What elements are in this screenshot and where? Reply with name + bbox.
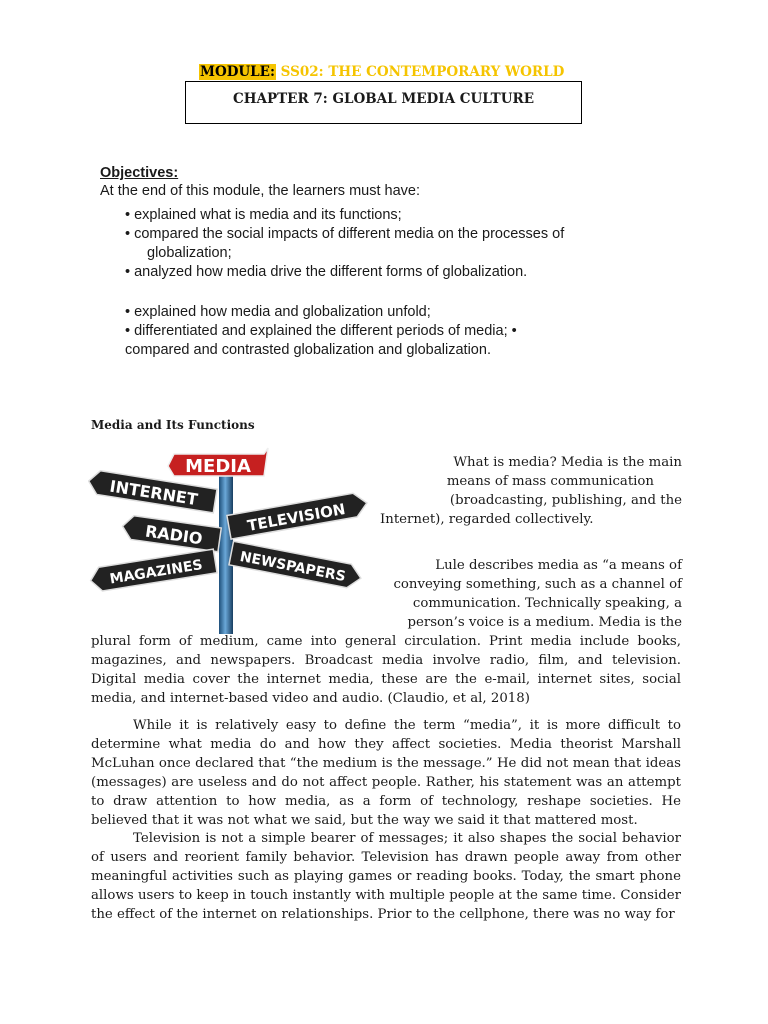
sign-newspapers: [229, 541, 363, 590]
paragraph-lule-right: Lule describes media as “a means of conveying something, such as a channel of communication. Technically speaking, a person’s voice is a medium. Media is the: [393, 558, 682, 630]
objective-item: • analyzed how media drive the different forms of globalization.: [125, 264, 528, 280]
sign-television-label: TELEVISION: [245, 499, 347, 535]
objective-item: • explained what is media and its functions;: [125, 207, 402, 223]
paragraph-what-is-media: What is media? Media is the main means of mass communication (broadcasting, publishing, and the Internet), regarded collectively.: [380, 455, 682, 527]
module-label: MODULE:: [200, 64, 275, 80]
objective-item: compared and contrasted globalization and globalization.: [125, 342, 491, 358]
sign-television: [227, 491, 369, 539]
media-signpost-image: [88, 446, 378, 634]
paragraph-television: Television is not a simple bearer of messages; it also shapes the social behavior of users and reorient family behavior. Television has drawn people away from other meaningful activities such as playing games or reading books. Today, the smart phone allows users to keep in touch instantly with multiple people at the same time. Consider the effect of the internet on relationships. Prior to the cellphone, there was no way for: [91, 831, 681, 922]
section-heading: Media and Its Functions: [91, 418, 255, 432]
sign-media-label: MEDIA: [185, 456, 251, 477]
sign-radio: [121, 514, 221, 551]
objective-item: • differentiated and explained the different periods of media; •: [125, 323, 517, 339]
objective-item-continued: globalization;: [147, 245, 232, 261]
paragraph-mcluhan: While it is relatively easy to define the term “media”, it is more difficult to determine what media do and how they affect societies. Media theorist Marshall McLuhan once declared that “the medium is the message.” He did not mean that ideas (messages) are useless and do not affect people. Rather, his statement was an attempt to draw attention to how media, as a form of technology, reshape societies. He believed that it was not what we said, but the way we said it that mattered most.: [91, 718, 681, 828]
module-line: [199, 64, 564, 80]
objectives-intro: At the end of this module, the learners must have:: [100, 183, 420, 199]
sign-internet-label: INTERNET: [108, 476, 199, 510]
sign-radio-label: RADIO: [144, 521, 204, 549]
objectives-list-1: [125, 206, 685, 282]
objective-item: • explained how media and globalization unfold;: [125, 304, 431, 320]
sign-magazines: [89, 549, 217, 592]
objectives-list-2: [125, 303, 685, 360]
objective-item: • compared the social impacts of different media on the processes of: [125, 226, 565, 242]
sign-magazines-label: MAGAZINES: [108, 557, 204, 588]
paragraph-lule-full: plural form of medium, came into general circulation. Print media include books, magazines, and newspapers. Broadcast media involve radio, film, and television. Digital media cover the internet media, these are the e-mail, internet sites, social media, and internet-based video and audio. (Claudio, et al, 2018): [91, 634, 681, 706]
sign-newspapers-label: NEWSPAPERS: [238, 548, 347, 586]
chapter-title: CHAPTER 7: GLOBAL MEDIA CULTURE: [185, 81, 582, 124]
module-title: SS02: THE CONTEMPORARY WORLD: [275, 64, 565, 80]
sign-pole: [219, 456, 233, 634]
objectives-heading: Objectives:: [100, 165, 179, 181]
sign-media: [168, 448, 268, 477]
